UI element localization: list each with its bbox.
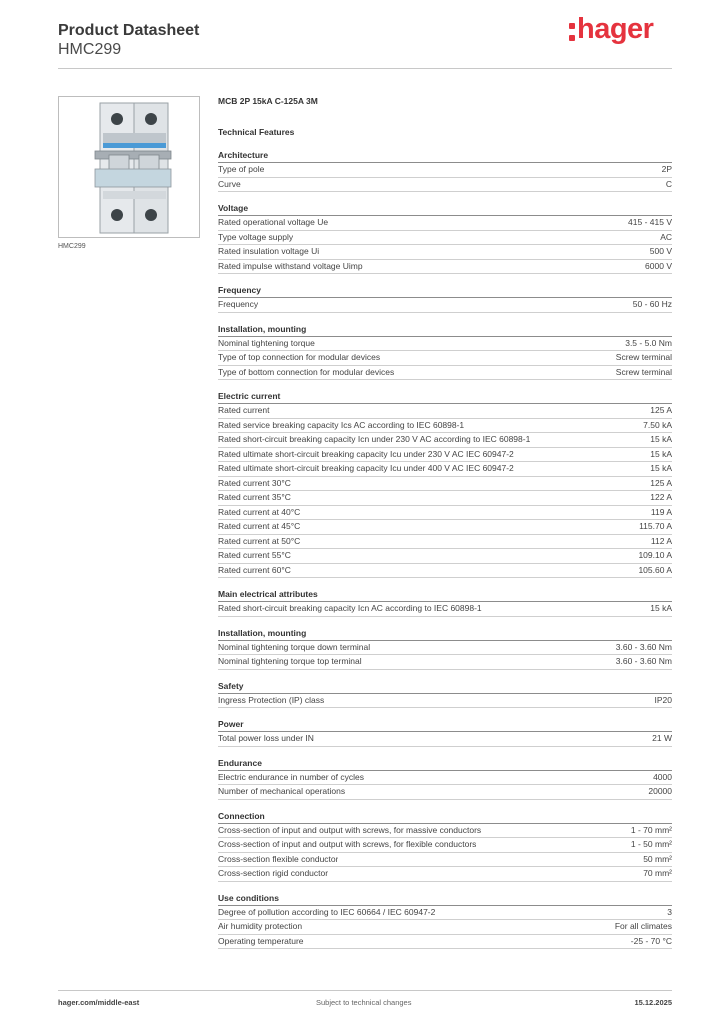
feature-label: Rated insulation voltage Ui xyxy=(218,246,320,256)
feature-value: 3.5 - 5.0 Nm xyxy=(625,337,672,348)
feature-row xyxy=(218,906,672,921)
feature-value: 109.10 A xyxy=(638,550,672,560)
feature-label: Rated service breaking capacity Ics AC according to IEC 60898-1 xyxy=(218,419,465,430)
feature-row xyxy=(218,549,672,564)
section-title: Electric current xyxy=(218,390,672,404)
feature-row xyxy=(218,366,672,381)
feature-row xyxy=(218,245,672,260)
feature-label: Nominal tightening torque top terminal xyxy=(218,656,362,666)
feature-label: Rated short-circuit breaking capacity Icn under 230 V AC according to IEC 60898-1 xyxy=(218,434,531,444)
feature-row xyxy=(218,433,672,448)
feature-row xyxy=(218,216,672,231)
feature-section xyxy=(218,588,672,617)
feature-row xyxy=(218,564,672,579)
section-title: Endurance xyxy=(218,757,672,771)
feature-section xyxy=(218,718,672,747)
feature-row xyxy=(218,506,672,521)
section-title: Architecture xyxy=(218,149,672,163)
feature-label: Cross-section flexible conductor xyxy=(218,853,339,864)
feature-row xyxy=(218,771,672,786)
feature-section xyxy=(218,202,672,274)
feature-row xyxy=(218,838,672,853)
feature-value: 3 xyxy=(667,906,672,917)
footer-divider xyxy=(58,990,672,991)
feature-label: Electric endurance in number of cycles xyxy=(218,771,364,782)
feature-value: 20000 xyxy=(648,786,672,796)
feature-value: 50 - 60 Hz xyxy=(632,299,672,309)
feature-label: Curve xyxy=(218,178,241,189)
feature-row xyxy=(218,732,672,747)
feature-value: 7.50 kA xyxy=(643,419,672,430)
feature-value: 15 kA xyxy=(650,603,672,613)
feature-row xyxy=(218,298,672,313)
feature-row xyxy=(218,231,672,246)
feature-value: 3.60 - 3.60 Nm xyxy=(615,641,672,652)
feature-row xyxy=(218,520,672,535)
feature-sections xyxy=(218,149,672,949)
feature-row xyxy=(218,694,672,709)
feature-value: 70 mm² xyxy=(643,868,672,878)
feature-label: Total power loss under IN xyxy=(218,733,314,743)
feature-label: Type of top connection for modular devices xyxy=(218,352,381,362)
feature-row xyxy=(218,337,672,352)
feature-row xyxy=(218,535,672,550)
feature-section xyxy=(218,323,672,381)
logo-colon-icon xyxy=(568,14,576,48)
feature-label: Rated current at 40°C xyxy=(218,506,301,517)
feature-label: Rated current at 45°C xyxy=(218,521,301,531)
feature-value: Screw terminal xyxy=(615,352,672,362)
feature-value: 6000 V xyxy=(645,260,672,271)
feature-value: 15 kA xyxy=(650,463,672,473)
feature-label: Rated current 60°C xyxy=(218,564,291,575)
footer-website[interactable]: hager.com/middle-east xyxy=(58,998,140,1007)
feature-row xyxy=(218,853,672,868)
feature-label: Rated operational voltage Ue xyxy=(218,217,329,227)
feature-value: 15 kA xyxy=(650,434,672,444)
logo-wordmark: hager xyxy=(577,13,654,45)
product-name: MCB 2P 15kA C-125A 3M xyxy=(218,96,318,106)
feature-value: 4000 xyxy=(653,771,672,782)
feature-row xyxy=(218,785,672,800)
page-title: Product Datasheet xyxy=(58,22,200,39)
feature-label: Cross-section of input and output with screws, for flexible conductors xyxy=(218,839,477,849)
feature-row xyxy=(218,935,672,950)
feature-label: Rated current 35°C xyxy=(218,492,291,502)
feature-label: Rated ultimate short-circuit breaking capacity Icu under 230 V AC IEC 60947-2 xyxy=(218,448,514,459)
technical-features-title: Technical Features xyxy=(218,127,295,137)
feature-label: Rated current at 50°C xyxy=(218,535,301,546)
feature-section xyxy=(218,892,672,950)
section-title: Use conditions xyxy=(218,892,672,906)
product-image xyxy=(58,96,200,238)
feature-label: Air humidity protection xyxy=(218,921,303,931)
feature-value: 500 V xyxy=(649,246,672,256)
feature-section xyxy=(218,810,672,882)
feature-row xyxy=(218,655,672,670)
section-title: Main electrical attributes xyxy=(218,588,672,602)
feature-value: 122 A xyxy=(650,492,672,502)
feature-value: 415 - 415 V xyxy=(628,217,672,227)
feature-section xyxy=(218,680,672,709)
feature-value: 15 kA xyxy=(650,448,672,459)
feature-label: Frequency xyxy=(218,299,259,309)
feature-section xyxy=(218,284,672,313)
feature-row xyxy=(218,260,672,275)
feature-label: Ingress Protection (IP) class xyxy=(218,694,325,705)
feature-row xyxy=(218,419,672,434)
feature-value: 1 - 50 mm² xyxy=(630,839,672,849)
feature-value: 125 A xyxy=(650,405,672,415)
feature-row xyxy=(218,477,672,492)
feature-value: IP20 xyxy=(654,694,672,705)
feature-label: Rated current xyxy=(218,405,270,415)
page-header xyxy=(58,20,199,59)
product-image-caption: HMC299 xyxy=(58,243,86,250)
feature-row xyxy=(218,462,672,477)
section-title: Installation, mounting xyxy=(218,627,672,641)
section-title: Safety xyxy=(218,680,672,694)
feature-value: 1 - 70 mm² xyxy=(630,824,672,835)
feature-row xyxy=(218,404,672,419)
feature-label: Type voltage supply xyxy=(218,231,294,242)
circuit-breaker-icon xyxy=(59,97,199,237)
feature-value: Screw terminal xyxy=(615,366,672,377)
feature-value: 112 A xyxy=(650,535,672,546)
feature-label: Rated short-circuit breaking capacity Icn AC according to IEC 60898-1 xyxy=(218,603,482,613)
feature-row xyxy=(218,178,672,193)
footer-date: 15.12.2025 xyxy=(634,998,672,1007)
feature-label: Cross-section of input and output with screws, for massive conductors xyxy=(218,824,482,835)
feature-row xyxy=(218,491,672,506)
feature-value: 3.60 - 3.60 Nm xyxy=(615,656,672,666)
feature-row xyxy=(218,641,672,656)
feature-label: Type of pole xyxy=(218,164,265,174)
feature-value: AC xyxy=(660,231,672,242)
section-title: Connection xyxy=(218,810,672,824)
feature-row xyxy=(218,602,672,617)
feature-label: Cross-section rigid conductor xyxy=(218,868,329,878)
feature-label: Rated ultimate short-circuit breaking capacity Icu under 400 V AC IEC 60947-2 xyxy=(218,463,514,473)
feature-row xyxy=(218,824,672,839)
feature-value: For all climates xyxy=(614,921,672,931)
feature-value: 119 A xyxy=(650,506,672,517)
header-divider xyxy=(58,68,672,69)
feature-label: Rated impulse withstand voltage Uimp xyxy=(218,260,363,271)
feature-section xyxy=(218,390,672,578)
feature-section xyxy=(218,627,672,670)
feature-value: 105.60 A xyxy=(638,564,672,575)
section-title: Power xyxy=(218,718,672,732)
section-title: Frequency xyxy=(218,284,672,298)
technical-content xyxy=(218,94,672,959)
feature-label: Nominal tightening torque xyxy=(218,337,315,348)
feature-value: C xyxy=(665,178,672,189)
feature-label: Rated current 30°C xyxy=(218,477,291,488)
feature-value: -25 - 70 °C xyxy=(630,935,672,946)
feature-row xyxy=(218,867,672,882)
feature-row xyxy=(218,920,672,935)
feature-row xyxy=(218,163,672,178)
feature-value: 50 mm² xyxy=(643,853,672,864)
feature-value: 125 A xyxy=(650,477,672,488)
feature-value: 115.70 A xyxy=(639,521,672,531)
feature-label: Type of bottom connection for modular devices xyxy=(218,366,395,377)
feature-value: 21 W xyxy=(652,733,672,743)
feature-row xyxy=(218,351,672,366)
feature-label: Nominal tightening torque down terminal xyxy=(218,641,371,652)
footer-notice: Subject to technical changes xyxy=(316,998,412,1007)
product-reference: HMC299 xyxy=(58,41,122,58)
feature-section xyxy=(218,757,672,800)
feature-label: Degree of pollution according to IEC 60664 / IEC 60947-2 xyxy=(218,906,436,917)
section-title: Installation, mounting xyxy=(218,323,672,337)
feature-value: 2P xyxy=(661,164,672,174)
feature-row xyxy=(218,448,672,463)
feature-label: Rated current 55°C xyxy=(218,550,291,560)
feature-section xyxy=(218,149,672,192)
feature-label: Operating temperature xyxy=(218,935,304,946)
feature-label: Number of mechanical operations xyxy=(218,786,346,796)
section-title: Voltage xyxy=(218,202,672,216)
